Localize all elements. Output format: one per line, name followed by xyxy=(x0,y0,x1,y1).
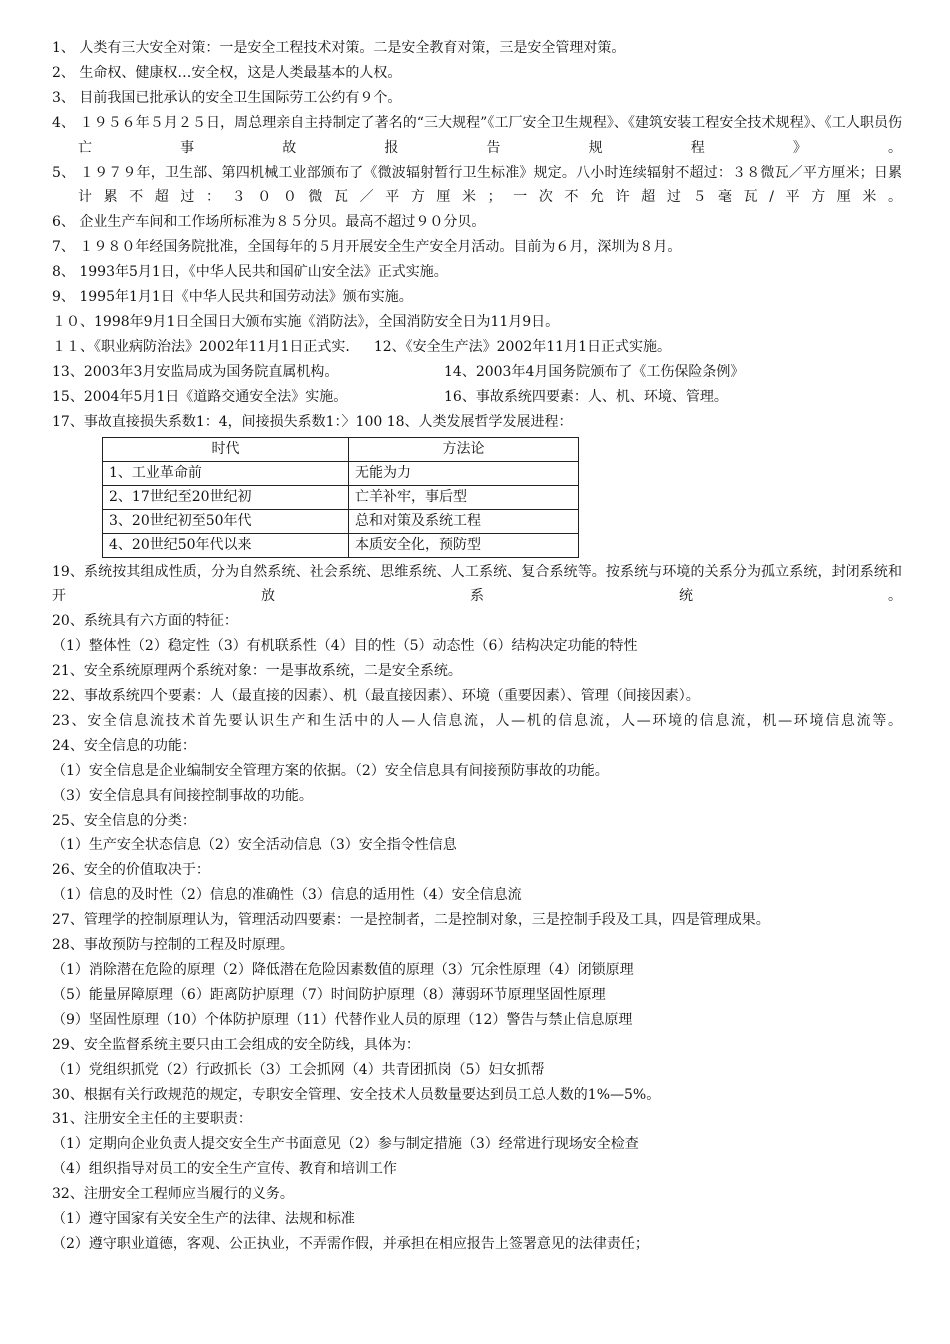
text-item: 15、2004年5月1日《道路交通安全法》实施。 xyxy=(52,388,348,405)
text-line-pair xyxy=(52,385,902,410)
text-item: 16、事故系统四要素：人、机、环境、管理。 xyxy=(444,388,728,405)
text-line: （1）遵守国家有关安全生产的法律、法规和标准 xyxy=(52,1211,355,1228)
text-line: 9、 1995年1月1日《中华人民共和国劳动法》颁布实施。 xyxy=(52,289,413,306)
table-header-row xyxy=(103,437,579,461)
text-line: 7、 １９８０年经国务院批准，全国每年的５月开展安全生产安全月活动。目前为６月，深圳为８月。 xyxy=(52,239,682,256)
text-line: （3）安全信息具有间接控制事故的功能。 xyxy=(52,787,313,804)
text-line-pair xyxy=(52,360,902,385)
text-line: 6、 企业生产车间和工作场所标准为８５分贝。最高不超过９０分贝。 xyxy=(52,214,486,231)
table-cell: 1、工业革命前 xyxy=(103,461,349,485)
text-line: 23、安全信息流技术首先要认识生产和生活中的人—人信息流，人—机的信息流，人—环境的信息流，机—环境信息流等。 xyxy=(52,712,902,729)
table-cell: 亡羊补牢，事后型 xyxy=(349,485,579,509)
table-cell: 本质安全化，预防型 xyxy=(349,533,579,557)
text-line: 19、系统按其组成性质，分为自然系统、社会系统、思维系统、人工系统、复合系统等。按系统与环境的关系分为孤立系统，封闭系统和开放系统。 xyxy=(52,563,902,605)
table-row xyxy=(103,509,579,533)
table-cell: 2、17世纪至20世纪初 xyxy=(103,485,349,509)
text-item: 12、《安全生产法》2002年11月1日正式实施。 xyxy=(373,338,671,355)
text-line: （5）能量屏障原理（6）距离防护原理（7）时间防护原理（8）薄弱环节原理坚固性原理 xyxy=(52,986,606,1003)
text-line: 31、注册安全主任的主要职责： xyxy=(52,1111,252,1128)
text-line: 3、 目前我国已批承认的安全卫生国际劳工公约有９个。 xyxy=(52,89,402,106)
text-line: 20、系统具有六方面的特征： xyxy=(52,613,238,630)
text-line: 17、事故直接损失系数1：4，间接损失系数1：〉100 18、人类发展哲学发展进程： xyxy=(52,413,573,430)
text-line: 1、 人类有三大安全对策：一是安全工程技术对策。二是安全教育对策，三是安全管理对策。 xyxy=(52,40,626,56)
era-methodology-table xyxy=(102,437,579,558)
text-line: （2）遵守职业道德，客观、公正执业，不弄需作假，并承担在相应报告上签署意见的法律责任； xyxy=(52,1235,649,1252)
text-line: （9）坚固性原理（10）个体防护原理（11）代替作业人员的原理（12）警告与禁止信息原理 xyxy=(52,1011,633,1028)
text-line: （1）党组织抓党（2）行政抓长（3）工会抓网（4）共青团抓岗（5）妇女抓帮 xyxy=(52,1061,545,1078)
table-row xyxy=(103,461,579,485)
text-item: 13、2003年3月安监局成为国务院直属机构。 xyxy=(52,363,339,380)
text-line: 24、安全信息的功能： xyxy=(52,737,196,754)
text-line: 27、管理学的控制原理认为，管理活动四要素：一是控制者，二是控制对象，三是控制手段及工具，四是管理成果。 xyxy=(52,912,770,929)
table-row xyxy=(103,533,579,557)
text-line: （1）生产安全状态信息（2）安全活动信息（3）安全指令性信息 xyxy=(52,837,457,854)
text-line: 28、事故预防与控制的工程及时原理。 xyxy=(52,937,294,954)
text-line: 26、安全的价值取决于： xyxy=(52,862,210,879)
text-line: （1）信息的及时性（2）信息的准确性（3）信息的适用性（4）安全信息流 xyxy=(52,887,522,904)
text-line: 22、事故系统四个要素：人（最直接的因素）、机（最直接因素）、环境（重要因素）、管理（间接因素）。 xyxy=(52,688,700,705)
table-header-cell: 时代 xyxy=(103,437,349,461)
text-line: （1）整体性（2）稳定性（3）有机联系性（4）目的性（5）动态性（6）结构决定功能的特性 xyxy=(52,638,638,655)
text-line: （4）组织指导对员工的安全生产宣传、教育和培训工作 xyxy=(52,1161,397,1178)
text-line: 29、安全监督系统主要只由工会组成的安全防线，具体为： xyxy=(52,1036,420,1053)
text-line: 2、 生命权、健康权…安全权，这是人类最基本的人权。 xyxy=(52,64,402,81)
table-cell: 无能为力 xyxy=(349,461,579,485)
text-line-pair xyxy=(52,335,902,360)
text-line: １０、1998年9月1日全国日大颁布实施《消防法》，全国消防安全日为11月9日。 xyxy=(52,313,560,330)
text-item: １１、《职业病防治法》2002年11月1日正式实. xyxy=(52,338,350,355)
table-row xyxy=(103,485,579,509)
text-line: 30、根据有关行政规范的规定，专职安全管理、安全技术人员数量要达到员工总人数的1%—5%。 xyxy=(52,1086,661,1103)
text-line: 32、注册安全工程师应当履行的义务。 xyxy=(52,1186,294,1203)
text-line: （1）定期向企业负责人提交安全生产书面意见（2）参与制定措施（3）经常进行现场安全检查 xyxy=(52,1136,639,1153)
text-line: （1）安全信息是企业编制安全管理方案的依据。（2）安全信息具有间接预防事故的功能。 xyxy=(52,762,609,779)
text-line: 25、安全信息的分类： xyxy=(52,812,196,829)
table-cell: 3、20世纪初至50年代 xyxy=(103,509,349,533)
text-line: 5、 １９７９年，卫生部、第四机械工业部颁布了《微波辐射暂行卫生标准》规定。八小时连续辐射不超过：３８微瓦／平方厘米；日累计累不超过：３００微瓦／平方厘米；一次不允许超过５毫瓦/平方厘米。 xyxy=(52,164,902,206)
text-line: （1）消除潜在危险的原理（2）降低潜在危险因素数值的原理（3）冗余性原理（4）闭锁原理 xyxy=(52,962,634,978)
text-line: 8、 1993年5月1日，《中华人民共和国矿山安全法》正式实施。 xyxy=(52,264,448,281)
text-line: 4、 １９５６年５月２５日，周总理亲自主持制定了著名的“三大规程”《工厂安全卫生规程》、《建筑安装工程安全技术规程》、《工人职员伤亡事故报告规程》。 xyxy=(52,114,902,156)
table-cell: 4、20世纪50年代以来 xyxy=(103,533,349,557)
table-header-cell: 方法论 xyxy=(349,437,579,461)
text-item: 14、2003年4月国务院颁布了《工伤保险条例》 xyxy=(444,363,745,380)
text-line: 21、安全系统原理两个系统对象：一是事故系统，二是安全系统。 xyxy=(52,663,462,680)
table-cell: 总和对策及系统工程 xyxy=(349,509,579,533)
document-page xyxy=(52,36,902,1257)
